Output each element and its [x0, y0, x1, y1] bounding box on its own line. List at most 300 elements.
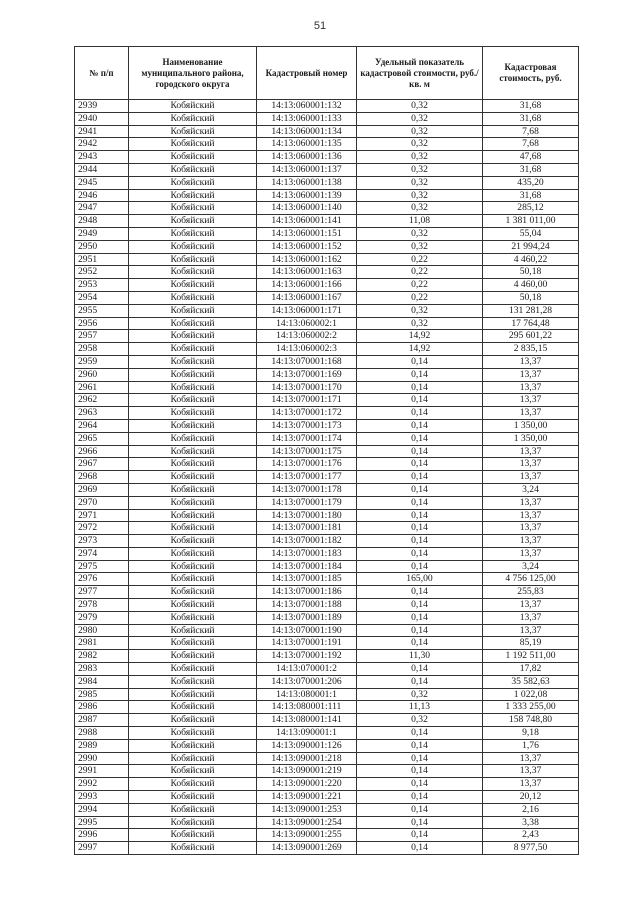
row-number-cell: 2946: [75, 189, 129, 202]
unit-value-cell: 0,14: [357, 586, 483, 599]
unit-value-cell: 0,14: [357, 624, 483, 637]
unit-value-cell: 0,32: [357, 714, 483, 727]
row-number-cell: 2951: [75, 253, 129, 266]
cadastral-number-cell: 14:13:070001:168: [257, 355, 357, 368]
unit-value-cell: 0,14: [357, 765, 483, 778]
cadastral-value-cell: 13,37: [483, 509, 579, 522]
unit-value-cell: 0,32: [357, 163, 483, 176]
district-cell: Кобяйский: [129, 202, 257, 215]
row-number-cell: 2953: [75, 279, 129, 292]
cadastral-value-cell: 13,37: [483, 394, 579, 407]
cadastral-number-cell: 14:13:060001:140: [257, 202, 357, 215]
row-number-cell: 2984: [75, 675, 129, 688]
cadastral-value-cell: 1,76: [483, 739, 579, 752]
cadastral-value-cell: 1 022,08: [483, 688, 579, 701]
district-cell: Кобяйский: [129, 266, 257, 279]
table-row: [75, 496, 579, 509]
unit-value-cell: 0,14: [357, 778, 483, 791]
row-number-cell: 2965: [75, 432, 129, 445]
table-row: [75, 791, 579, 804]
table-row: [75, 176, 579, 189]
unit-value-cell: 0,14: [357, 739, 483, 752]
table-row: [75, 522, 579, 535]
unit-value-cell: 0,14: [357, 381, 483, 394]
cadastral-value-cell: 1 350,00: [483, 432, 579, 445]
district-cell: Кобяйский: [129, 714, 257, 727]
table-row: [75, 112, 579, 125]
district-cell: Кобяйский: [129, 407, 257, 420]
row-number-cell: 2986: [75, 701, 129, 714]
cadastral-number-cell: 14:13:060001:137: [257, 163, 357, 176]
cadastral-number-cell: 14:13:070001:171: [257, 394, 357, 407]
table-row: [75, 842, 579, 855]
unit-value-cell: 0,14: [357, 637, 483, 650]
unit-value-cell: 0,14: [357, 599, 483, 612]
row-number-cell: 2979: [75, 611, 129, 624]
district-cell: Кобяйский: [129, 573, 257, 586]
unit-value-cell: 0,14: [357, 471, 483, 484]
cadastral-value-cell: 7,68: [483, 138, 579, 151]
district-cell: Кобяйский: [129, 279, 257, 292]
cadastral-number-cell: 14:13:060001:134: [257, 125, 357, 138]
cadastral-number-cell: 14:13:070001:189: [257, 611, 357, 624]
table-row: [75, 202, 579, 215]
unit-value-cell: 0,32: [357, 189, 483, 202]
cadastral-number-cell: 14:13:060002:3: [257, 343, 357, 356]
unit-value-cell: 0,32: [357, 317, 483, 330]
row-number-cell: 2943: [75, 151, 129, 164]
table-row: [75, 560, 579, 573]
row-number-cell: 2948: [75, 215, 129, 228]
cadastral-value-cell: 4 460,00: [483, 279, 579, 292]
cadastral-number-cell: 14:13:080001:1: [257, 688, 357, 701]
table-row: [75, 752, 579, 765]
table-header: [75, 47, 579, 100]
district-cell: Кобяйский: [129, 752, 257, 765]
cadastral-value-cell: 13,37: [483, 624, 579, 637]
cadastral-value-cell: 13,37: [483, 611, 579, 624]
row-number-cell: 2947: [75, 202, 129, 215]
cadastral-number-cell: 14:13:070001:173: [257, 419, 357, 432]
page-number: 51: [313, 20, 327, 32]
unit-value-cell: 0,14: [357, 791, 483, 804]
cadastral-number-cell: 14:13:060001:162: [257, 253, 357, 266]
cadastral-number-cell: 14:13:090001:269: [257, 842, 357, 855]
district-cell: Кобяйский: [129, 727, 257, 740]
district-cell: Кобяйский: [129, 496, 257, 509]
cadastral-value-cell: 13,37: [483, 381, 579, 394]
cadastral-number-cell: 14:13:060001:166: [257, 279, 357, 292]
row-number-cell: 2959: [75, 355, 129, 368]
row-number-cell: 2976: [75, 573, 129, 586]
unit-value-cell: 0,14: [357, 842, 483, 855]
district-cell: Кобяйский: [129, 739, 257, 752]
table-row: [75, 343, 579, 356]
cadastral-number-cell: 14:13:060001:136: [257, 151, 357, 164]
cadastral-value-cell: 1 381 011,00: [483, 215, 579, 228]
table-row: [75, 394, 579, 407]
table-row: [75, 227, 579, 240]
header-unit-value: Удельный показатель кадастровой стоимости, руб./кв. м: [357, 47, 483, 100]
unit-value-cell: 0,14: [357, 803, 483, 816]
district-cell: Кобяйский: [129, 291, 257, 304]
table-row: [75, 663, 579, 676]
cadastral-number-cell: 14:13:070001:183: [257, 547, 357, 560]
row-number-cell: 2962: [75, 394, 129, 407]
unit-value-cell: 0,14: [357, 522, 483, 535]
unit-value-cell: 0,32: [357, 304, 483, 317]
table-row: [75, 240, 579, 253]
table-row: [75, 714, 579, 727]
row-number-cell: 2970: [75, 496, 129, 509]
district-cell: Кобяйский: [129, 227, 257, 240]
cadastral-number-cell: 14:13:060002:2: [257, 330, 357, 343]
unit-value-cell: 0,32: [357, 112, 483, 125]
row-number-cell: 2942: [75, 138, 129, 151]
unit-value-cell: 0,14: [357, 752, 483, 765]
district-cell: Кобяйский: [129, 355, 257, 368]
district-cell: Кобяйский: [129, 650, 257, 663]
table-row: [75, 407, 579, 420]
unit-value-cell: 0,14: [357, 419, 483, 432]
district-cell: Кобяйский: [129, 163, 257, 176]
row-number-cell: 2974: [75, 547, 129, 560]
cadastral-number-cell: 14:13:060001:141: [257, 215, 357, 228]
unit-value-cell: 0,32: [357, 688, 483, 701]
row-number-cell: 2963: [75, 407, 129, 420]
cadastral-value-cell: 1 192 511,00: [483, 650, 579, 663]
table-row: [75, 304, 579, 317]
row-number-cell: 2990: [75, 752, 129, 765]
row-number-cell: 2941: [75, 125, 129, 138]
cadastral-value-cell: 13,37: [483, 547, 579, 560]
cadastral-value-cell: 13,37: [483, 355, 579, 368]
cadastral-number-cell: 14:13:070001:190: [257, 624, 357, 637]
table-row: [75, 727, 579, 740]
cadastral-value-cell: 31,68: [483, 189, 579, 202]
cadastral-value-cell: 9,18: [483, 727, 579, 740]
table-row: [75, 163, 579, 176]
unit-value-cell: 0,14: [357, 458, 483, 471]
table-row: [75, 138, 579, 151]
district-cell: Кобяйский: [129, 535, 257, 548]
cadastral-number-cell: 14:13:070001:186: [257, 586, 357, 599]
table-row: [75, 586, 579, 599]
table-row: [75, 279, 579, 292]
unit-value-cell: 0,14: [357, 675, 483, 688]
row-number-cell: 2961: [75, 381, 129, 394]
cadastral-number-cell: 14:13:070001:177: [257, 471, 357, 484]
cadastral-value-cell: 7,68: [483, 125, 579, 138]
row-number-cell: 2995: [75, 816, 129, 829]
row-number-cell: 2977: [75, 586, 129, 599]
table-row: [75, 611, 579, 624]
cadastral-number-cell: 14:13:070001:184: [257, 560, 357, 573]
row-number-cell: 2973: [75, 535, 129, 548]
cadastral-number-cell: 14:13:060001:135: [257, 138, 357, 151]
cadastral-value-cell: 13,37: [483, 471, 579, 484]
unit-value-cell: 0,32: [357, 151, 483, 164]
district-cell: Кобяйский: [129, 343, 257, 356]
row-number-cell: 2985: [75, 688, 129, 701]
unit-value-cell: 11,30: [357, 650, 483, 663]
cadastral-value-cell: 35 582,63: [483, 675, 579, 688]
district-cell: Кобяйский: [129, 125, 257, 138]
cadastral-number-cell: 14:13:070001:170: [257, 381, 357, 394]
table-row: [75, 816, 579, 829]
cadastral-value-cell: 13,37: [483, 778, 579, 791]
header-district: Наименование муниципального района, городского округа: [129, 47, 257, 100]
header-cadastral-number: Кадастровый номер: [257, 47, 357, 100]
unit-value-cell: 14,92: [357, 343, 483, 356]
district-cell: Кобяйский: [129, 215, 257, 228]
cadastral-number-cell: 14:13:090001:253: [257, 803, 357, 816]
district-cell: Кобяйский: [129, 791, 257, 804]
district-cell: Кобяйский: [129, 663, 257, 676]
table-row: [75, 650, 579, 663]
table-row: [75, 100, 579, 113]
cadastral-number-cell: 14:13:060001:139: [257, 189, 357, 202]
district-cell: Кобяйский: [129, 151, 257, 164]
unit-value-cell: 0,22: [357, 279, 483, 292]
table-row: [75, 125, 579, 138]
unit-value-cell: 0,14: [357, 407, 483, 420]
unit-value-cell: 14,92: [357, 330, 483, 343]
unit-value-cell: 0,32: [357, 176, 483, 189]
unit-value-cell: 0,32: [357, 138, 483, 151]
cadastral-value-cell: 21 994,24: [483, 240, 579, 253]
district-cell: Кобяйский: [129, 189, 257, 202]
cadastral-value-cell: 20,12: [483, 791, 579, 804]
row-number-cell: 2964: [75, 419, 129, 432]
unit-value-cell: 0,32: [357, 227, 483, 240]
cadastral-number-cell: 14:13:070001:175: [257, 445, 357, 458]
unit-value-cell: 0,14: [357, 355, 483, 368]
row-number-cell: 2993: [75, 791, 129, 804]
cadastral-value-cell: 13,37: [483, 407, 579, 420]
unit-value-cell: 165,00: [357, 573, 483, 586]
row-number-cell: 2955: [75, 304, 129, 317]
table-row: [75, 535, 579, 548]
cadastral-value-cell: 3,38: [483, 816, 579, 829]
district-cell: Кобяйский: [129, 778, 257, 791]
row-number-cell: 2988: [75, 727, 129, 740]
table-row: [75, 330, 579, 343]
unit-value-cell: 0,14: [357, 829, 483, 842]
unit-value-cell: 0,14: [357, 445, 483, 458]
cadastral-number-cell: 14:13:070001:181: [257, 522, 357, 535]
cadastral-value-cell: 8 977,50: [483, 842, 579, 855]
cadastral-value-cell: 2 835,15: [483, 343, 579, 356]
cadastral-number-cell: 14:13:070001:169: [257, 368, 357, 381]
row-number-cell: 2957: [75, 330, 129, 343]
unit-value-cell: 0,14: [357, 394, 483, 407]
cadastral-number-cell: 14:13:070001:174: [257, 432, 357, 445]
row-number-cell: 2945: [75, 176, 129, 189]
table-row: [75, 483, 579, 496]
cadastral-number-cell: 14:13:090001:255: [257, 829, 357, 842]
district-cell: Кобяйский: [129, 100, 257, 113]
row-number-cell: 2987: [75, 714, 129, 727]
unit-value-cell: 0,22: [357, 253, 483, 266]
row-number-cell: 2969: [75, 483, 129, 496]
cadastral-value-cell: 13,37: [483, 522, 579, 535]
cadastral-value-cell: 13,37: [483, 368, 579, 381]
district-cell: Кобяйский: [129, 829, 257, 842]
unit-value-cell: 0,32: [357, 100, 483, 113]
unit-value-cell: 0,14: [357, 535, 483, 548]
district-cell: Кобяйский: [129, 560, 257, 573]
cadastral-number-cell: 14:13:070001:188: [257, 599, 357, 612]
unit-value-cell: 0,14: [357, 483, 483, 496]
row-number-cell: 2954: [75, 291, 129, 304]
district-cell: Кобяйский: [129, 624, 257, 637]
row-number-cell: 2971: [75, 509, 129, 522]
district-cell: Кобяйский: [129, 240, 257, 253]
cadastral-value-cell: 4 756 125,00: [483, 573, 579, 586]
cadastral-number-cell: 14:13:090001:1: [257, 727, 357, 740]
cadastral-value-cell: 17 764,48: [483, 317, 579, 330]
district-cell: Кобяйский: [129, 547, 257, 560]
row-number-cell: 2997: [75, 842, 129, 855]
unit-value-cell: 0,14: [357, 816, 483, 829]
cadastral-value-cell: 255,83: [483, 586, 579, 599]
cadastral-number-cell: 14:13:060001:163: [257, 266, 357, 279]
header-row-number: № п/п: [75, 47, 129, 100]
cadastral-value-cell: 13,37: [483, 752, 579, 765]
table-row: [75, 765, 579, 778]
unit-value-cell: 0,14: [357, 611, 483, 624]
table-row: [75, 509, 579, 522]
table-row: [75, 739, 579, 752]
unit-value-cell: 0,14: [357, 727, 483, 740]
district-cell: Кобяйский: [129, 112, 257, 125]
cadastral-number-cell: 14:13:060001:171: [257, 304, 357, 317]
unit-value-cell: 0,14: [357, 432, 483, 445]
district-cell: Кобяйский: [129, 253, 257, 266]
header-cadastral-value: Кадастровая стоимость, руб.: [483, 47, 579, 100]
cadastral-number-cell: 14:13:070001:180: [257, 509, 357, 522]
row-number-cell: 2991: [75, 765, 129, 778]
row-number-cell: 2939: [75, 100, 129, 113]
cadastral-value-cell: 31,68: [483, 100, 579, 113]
cadastral-number-cell: 14:13:070001:172: [257, 407, 357, 420]
unit-value-cell: 0,14: [357, 547, 483, 560]
table-row: [75, 778, 579, 791]
district-cell: Кобяйский: [129, 368, 257, 381]
cadastral-number-cell: 14:13:090001:220: [257, 778, 357, 791]
cadastral-number-cell: 14:13:080001:141: [257, 714, 357, 727]
cadastral-value-cell: 55,04: [483, 227, 579, 240]
cadastral-number-cell: 14:13:090001:218: [257, 752, 357, 765]
cadastral-number-cell: 14:13:070001:178: [257, 483, 357, 496]
cadastral-value-cell: 50,18: [483, 291, 579, 304]
cadastral-value-cell: 13,37: [483, 496, 579, 509]
district-cell: Кобяйский: [129, 611, 257, 624]
district-cell: Кобяйский: [129, 432, 257, 445]
table-row: [75, 675, 579, 688]
cadastral-number-cell: 14:13:060001:132: [257, 100, 357, 113]
district-cell: Кобяйский: [129, 509, 257, 522]
district-cell: Кобяйский: [129, 419, 257, 432]
row-number-cell: 2956: [75, 317, 129, 330]
table-row: [75, 458, 579, 471]
district-cell: Кобяйский: [129, 522, 257, 535]
district-cell: Кобяйский: [129, 599, 257, 612]
cadastral-value-cell: 3,24: [483, 483, 579, 496]
cadastral-number-cell: 14:13:070001:2: [257, 663, 357, 676]
unit-value-cell: 0,14: [357, 663, 483, 676]
cadastral-value-cell: 4 460,22: [483, 253, 579, 266]
table-row: [75, 432, 579, 445]
cadastral-value-cell: 3,24: [483, 560, 579, 573]
cadastral-number-cell: 14:13:090001:221: [257, 791, 357, 804]
row-number-cell: 2978: [75, 599, 129, 612]
row-number-cell: 2983: [75, 663, 129, 676]
table-row: [75, 355, 579, 368]
row-number-cell: 2981: [75, 637, 129, 650]
cadastral-number-cell: 14:13:070001:182: [257, 535, 357, 548]
table-row: [75, 317, 579, 330]
cadastral-value-cell: 158 748,80: [483, 714, 579, 727]
cadastral-number-cell: 14:13:060001:167: [257, 291, 357, 304]
row-number-cell: 2949: [75, 227, 129, 240]
table-row: [75, 624, 579, 637]
row-number-cell: 2967: [75, 458, 129, 471]
unit-value-cell: 0,14: [357, 368, 483, 381]
unit-value-cell: 0,14: [357, 496, 483, 509]
table-row: [75, 381, 579, 394]
unit-value-cell: 0,14: [357, 560, 483, 573]
cadastral-value-cell: 13,37: [483, 535, 579, 548]
district-cell: Кобяйский: [129, 445, 257, 458]
table-row: [75, 803, 579, 816]
row-number-cell: 2989: [75, 739, 129, 752]
row-number-cell: 2992: [75, 778, 129, 791]
cadastral-value-cell: 17,82: [483, 663, 579, 676]
cadastral-number-cell: 14:13:070001:191: [257, 637, 357, 650]
cadastral-value-cell: 131 281,28: [483, 304, 579, 317]
table-row: [75, 368, 579, 381]
district-cell: Кобяйский: [129, 458, 257, 471]
district-cell: Кобяйский: [129, 816, 257, 829]
district-cell: Кобяйский: [129, 471, 257, 484]
row-number-cell: 2940: [75, 112, 129, 125]
cadastral-number-cell: 14:13:070001:179: [257, 496, 357, 509]
row-number-cell: 2968: [75, 471, 129, 484]
cadastral-number-cell: 14:13:070001:176: [257, 458, 357, 471]
table-row: [75, 266, 579, 279]
table-row: [75, 637, 579, 650]
table-row: [75, 573, 579, 586]
table-row: [75, 419, 579, 432]
district-cell: Кобяйский: [129, 688, 257, 701]
district-cell: Кобяйский: [129, 176, 257, 189]
row-number-cell: 2952: [75, 266, 129, 279]
table-row: [75, 829, 579, 842]
cadastral-value-cell: 1 333 255,00: [483, 701, 579, 714]
cadastral-value-cell: 13,37: [483, 765, 579, 778]
row-number-cell: 2958: [75, 343, 129, 356]
table-body: [75, 100, 579, 855]
cadastral-number-cell: 14:13:060001:138: [257, 176, 357, 189]
cadastral-number-cell: 14:13:090001:254: [257, 816, 357, 829]
cadastral-value-cell: 13,37: [483, 599, 579, 612]
district-cell: Кобяйский: [129, 803, 257, 816]
cadastral-value-cell: 435,20: [483, 176, 579, 189]
district-cell: Кобяйский: [129, 381, 257, 394]
row-number-cell: 2966: [75, 445, 129, 458]
